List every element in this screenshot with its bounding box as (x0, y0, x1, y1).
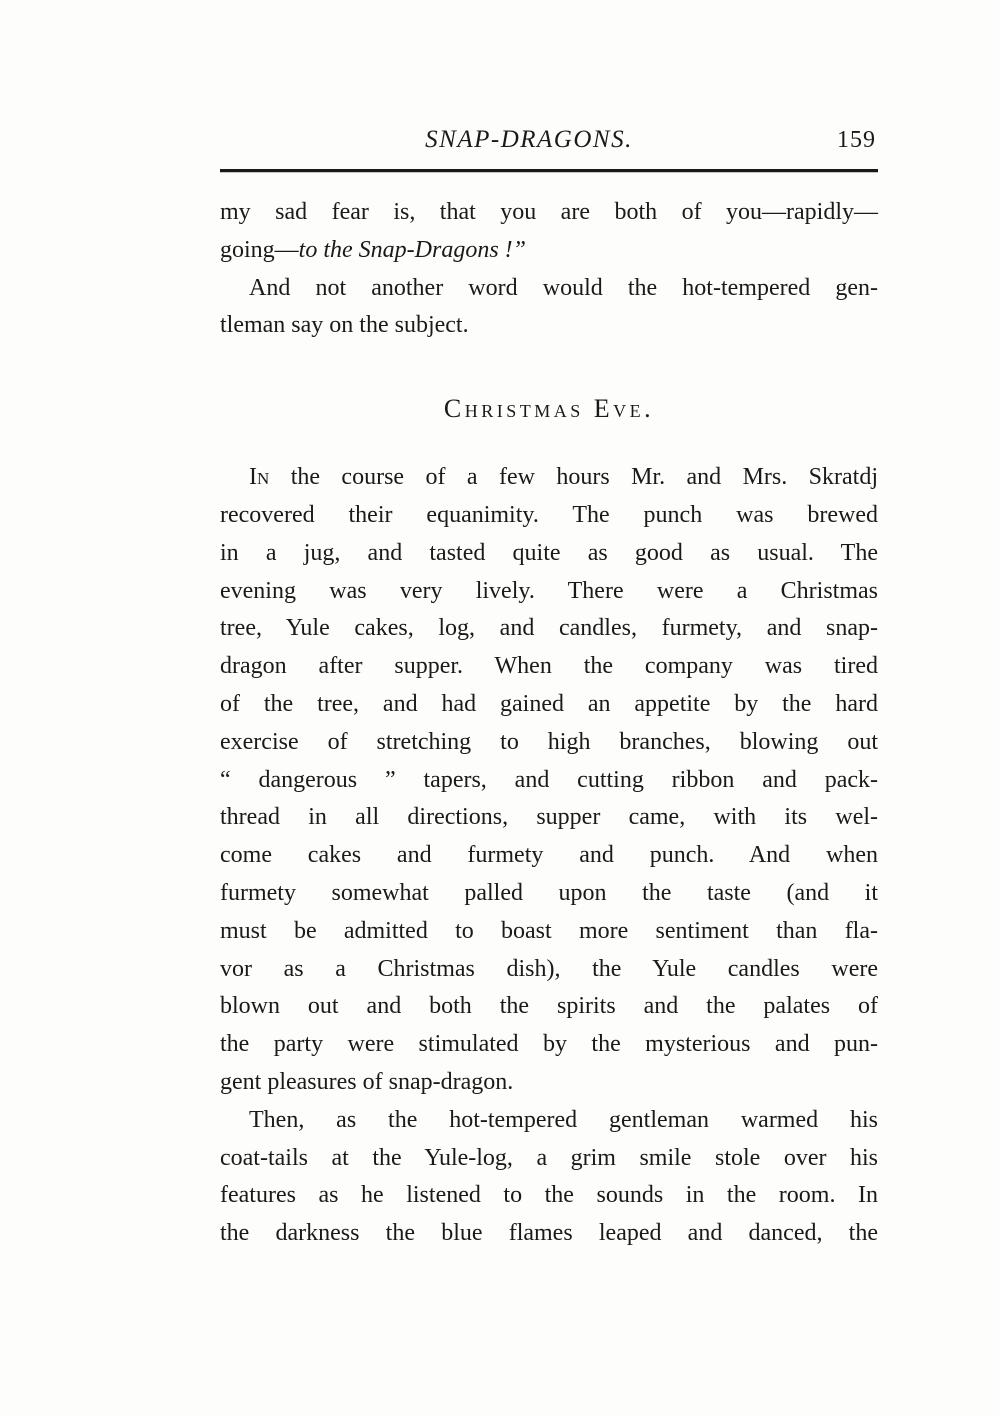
text-line: furmety somewhat palled upon the taste (and it (220, 879, 878, 906)
text-line: coat-tails at the Yule-log, a grim smile stole over his (220, 1144, 878, 1171)
paragraph-christmas-eve (220, 459, 878, 1102)
text-line: the darkness the blue flames leaped and danced, the (220, 1220, 878, 1247)
header-rule (220, 169, 878, 172)
text-line: my sad fear is, that you are both of you—rapidly— (220, 199, 878, 225)
page-content (220, 0, 878, 1253)
text-roman: the course of a few hours Mr. and Mrs. Skratdj (269, 464, 878, 491)
text-line: dragon after supper. When the company was tired (220, 653, 878, 680)
text-line: come cakes and furmety and punch. And when (220, 842, 878, 869)
text-roman: going— (220, 236, 299, 263)
text-line: in a jug, and tasted quite as good as usual. The (220, 539, 878, 566)
paragraph-continuation (220, 194, 878, 345)
text-line: Then, as the hot-tempered gentleman warmed his (249, 1106, 878, 1133)
text-line: recovered their equanimity. The punch was brewed (220, 501, 878, 528)
text-line: the party were stimulated by the mysterious and pun- (220, 1031, 878, 1058)
text-line: features as he listened to the sounds in the room. In (220, 1182, 878, 1209)
text-line (220, 459, 878, 497)
text-line: tree, Yule cakes, log, and candles, furmety, and snap- (220, 615, 878, 642)
page-number: 159 (837, 127, 876, 153)
text-line: blown out and both the spirits and the palates of (220, 993, 878, 1020)
text-line: “ dangerous ” tapers, and cutting ribbon and pack- (220, 766, 878, 793)
text-line: tleman say on the subject. (220, 312, 469, 339)
text-line: gent pleasures of snap-dragon. (220, 1068, 514, 1095)
text-line: vor as a Christmas dish), the Yule candles were (220, 955, 878, 982)
header-title: SNAP-DRAGONS. (425, 126, 633, 153)
italic-phrase: to the Snap-Dragons !” (298, 236, 527, 263)
text-line: thread in all directions, supper came, with its wel- (220, 804, 878, 831)
paragraph-then (220, 1102, 878, 1253)
page-body (220, 194, 878, 1253)
text-line: must be admitted to boast more sentiment than fla- (220, 917, 878, 944)
running-header (220, 126, 878, 154)
section-heading: Christmas Eve. (443, 394, 655, 424)
smallcaps-word: In (249, 464, 270, 491)
text-line: And not another word would the hot-tempered gen- (249, 274, 878, 301)
text-line: exercise of stretching to high branches, blowing out (220, 728, 878, 755)
text-line (220, 232, 878, 270)
text-line: of the tree, and had gained an appetite by the hard (220, 690, 878, 717)
text-line: evening was very lively. There were a Christmas (220, 577, 878, 604)
